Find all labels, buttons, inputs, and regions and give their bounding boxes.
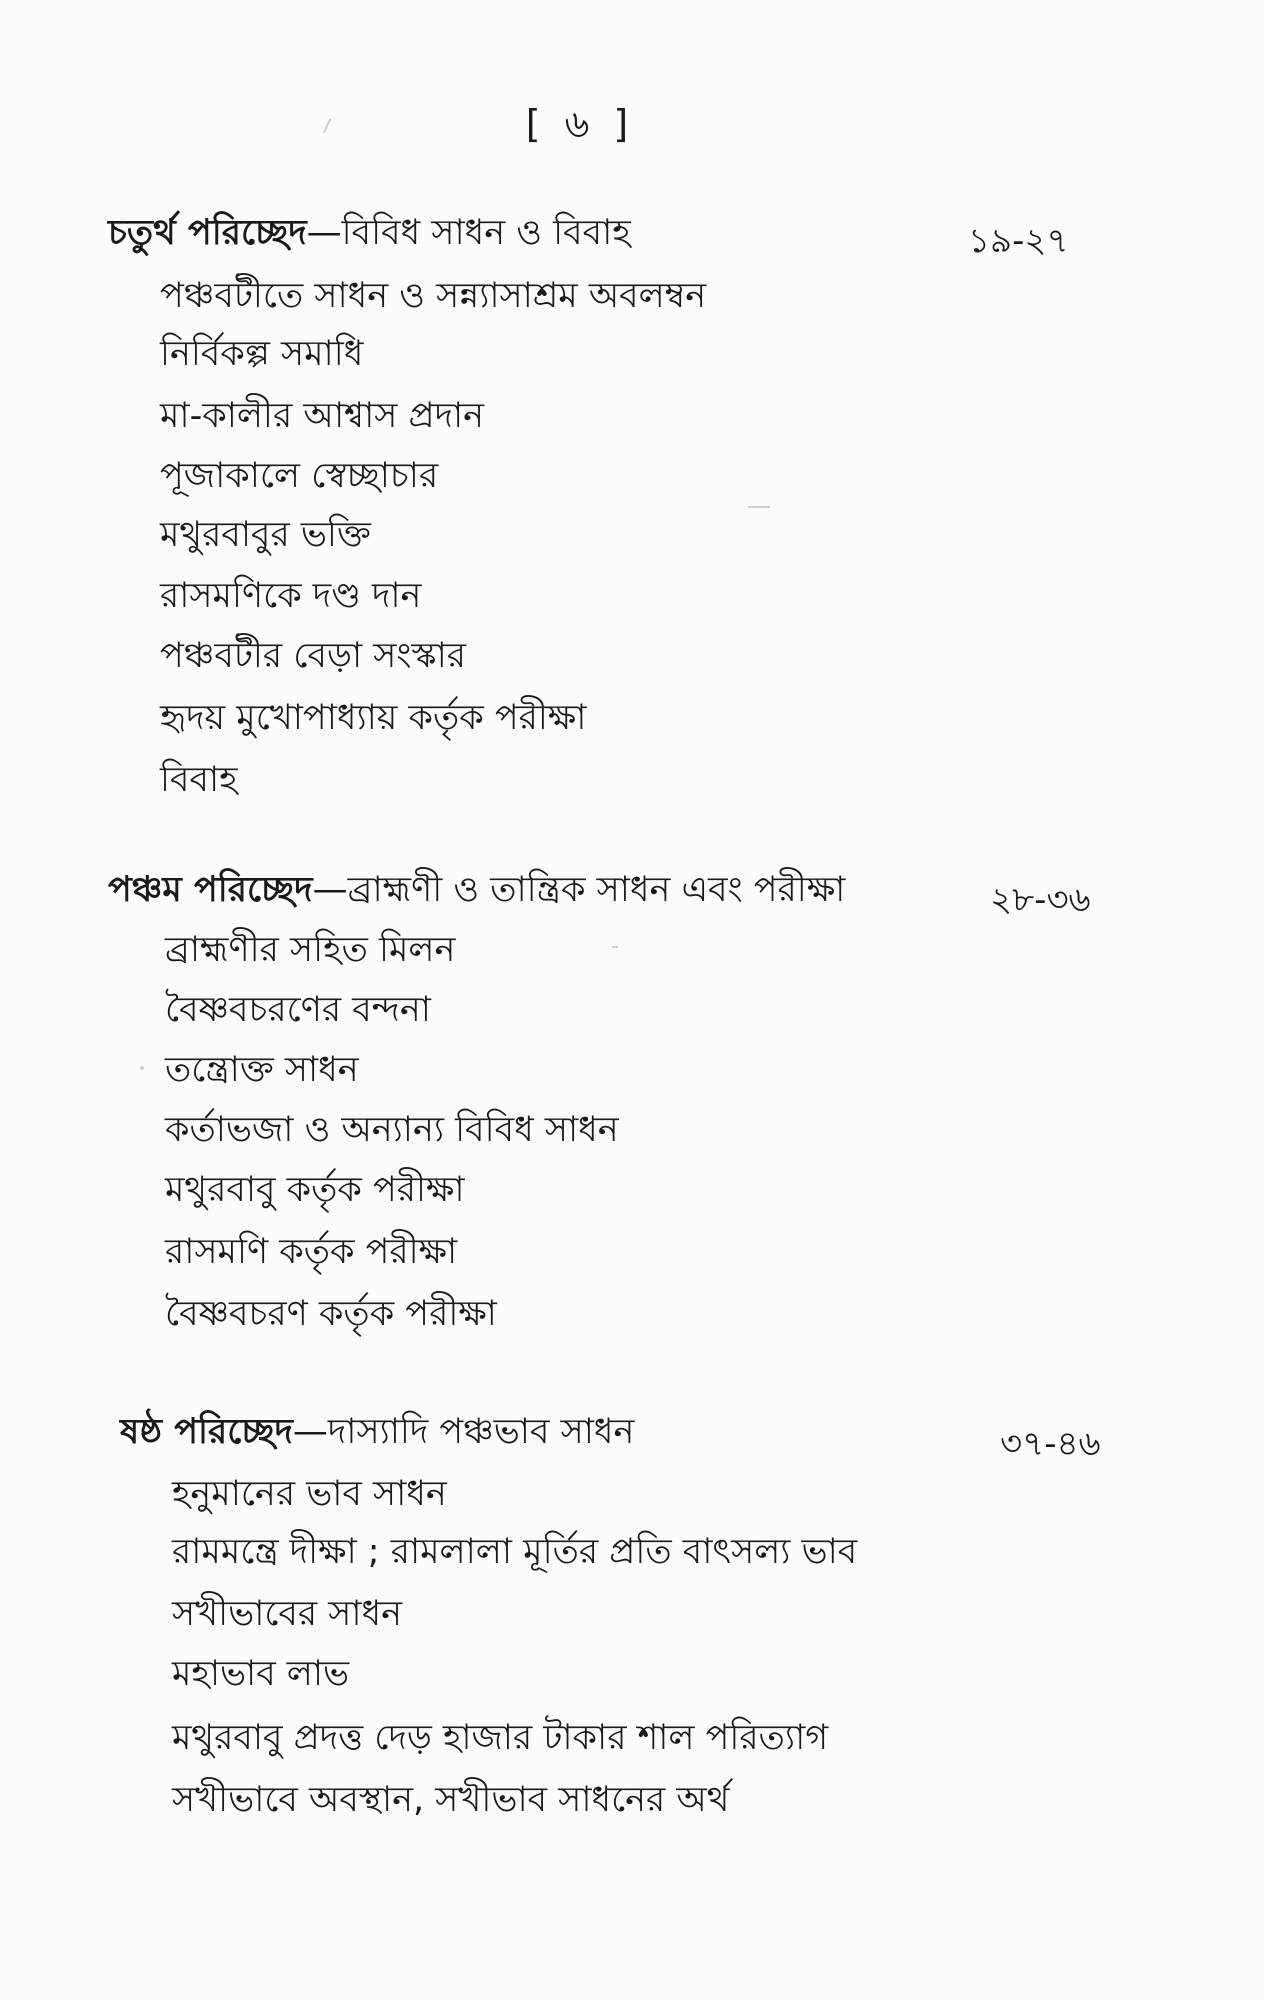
chapter-page-range: ২৮-৩৬ (990, 880, 1091, 920)
toc-entry: হনুমানের ভাব সাধন (172, 1474, 447, 1514)
chapter-page-range: ৩৭-৪৬ (1000, 1424, 1101, 1464)
chapter-dash: — (292, 1412, 328, 1452)
toc-entry: কর্তাভজা ও অন্যান্য বিবিধ সাধন (165, 1110, 619, 1150)
chapter-title: দাস্যাদি পঞ্চভাব সাধন (327, 1412, 635, 1452)
chapter-title: বিবিধ সাধন ও বিবাহ (341, 213, 631, 253)
toc-entry: নির্বিকল্প সমাধি (160, 334, 364, 374)
print-speck (140, 1066, 144, 1070)
toc-entry: রাসমণি কর্তৃক পরীক্ষা (165, 1232, 458, 1272)
chapter-heading (120, 1404, 634, 1463)
chapter-label: পঞ্চম পরিচ্ছেদ (108, 870, 313, 910)
chapter-dash: — (312, 870, 348, 910)
toc-entry: রামমন্ত্রে দীক্ষা ; রামলালা মূর্তির প্রতি বাৎসল্য ভাব (172, 1532, 858, 1572)
chapter-page-range: ১৯-২৭ (968, 221, 1069, 261)
toc-entry: বৈষ্ণবচরণ কর্তৃক পরীক্ষা (165, 1294, 497, 1334)
toc-entry: পঞ্চবটীতে সাধন ও সন্ন্যাসাশ্রম অবলম্বন (160, 276, 707, 316)
chapter-heading (108, 862, 845, 921)
toc-entry: রাসমণিকে দণ্ড দান (160, 576, 422, 616)
chapter-title: ব্রাহ্মণী ও তান্ত্রিক সাধন এবং পরীক্ষা (347, 870, 846, 910)
toc-entry: বিবাহ (160, 760, 238, 800)
toc-entry: পঞ্চবটীর বেড়া সংস্কার (160, 636, 467, 676)
chapter-dash: — (306, 213, 342, 253)
page-number: [ ৬ ] (525, 102, 635, 146)
toc-entry: ব্রাহ্মণীর সহিত মিলন (165, 930, 456, 970)
toc-entry: মা-কালীর আশ্বাস প্রদান (160, 396, 485, 436)
chapter-label: ষষ্ঠ পরিচ্ছেদ (120, 1412, 293, 1452)
chapter-label: চতুর্থ পরিচ্ছেদ (108, 213, 307, 253)
toc-entry: তন্ত্রোক্ত সাধন (165, 1050, 359, 1090)
toc-entry: হৃদয় মুখোপাধ্যায় কর্তৃক পরীক্ষা (160, 698, 587, 738)
toc-entry: সখীভাবের সাধন (172, 1594, 403, 1634)
print-speck (748, 506, 770, 508)
toc-entry: বৈষ্ণবচরণের বন্দনা (165, 990, 431, 1030)
chapter-heading (108, 205, 631, 264)
toc-entry: সখীভাবে অবস্থান, সখীভাব সাধনের অর্থ (172, 1780, 730, 1820)
toc-entry: পূজাকালে স্বেচ্ছাচার (160, 456, 439, 496)
print-speck (612, 946, 618, 948)
toc-entry: মথুরবাবু কর্তৃক পরীক্ষা (165, 1170, 465, 1210)
toc-entry: মথুরবাবু প্রদত্ত দেড় হাজার টাকার শাল পরিত্যাগ (172, 1718, 829, 1758)
toc-entry: মথুরবাবুর ভক্তি (160, 515, 371, 555)
toc-entry: মহাভাব লাভ (172, 1654, 350, 1694)
